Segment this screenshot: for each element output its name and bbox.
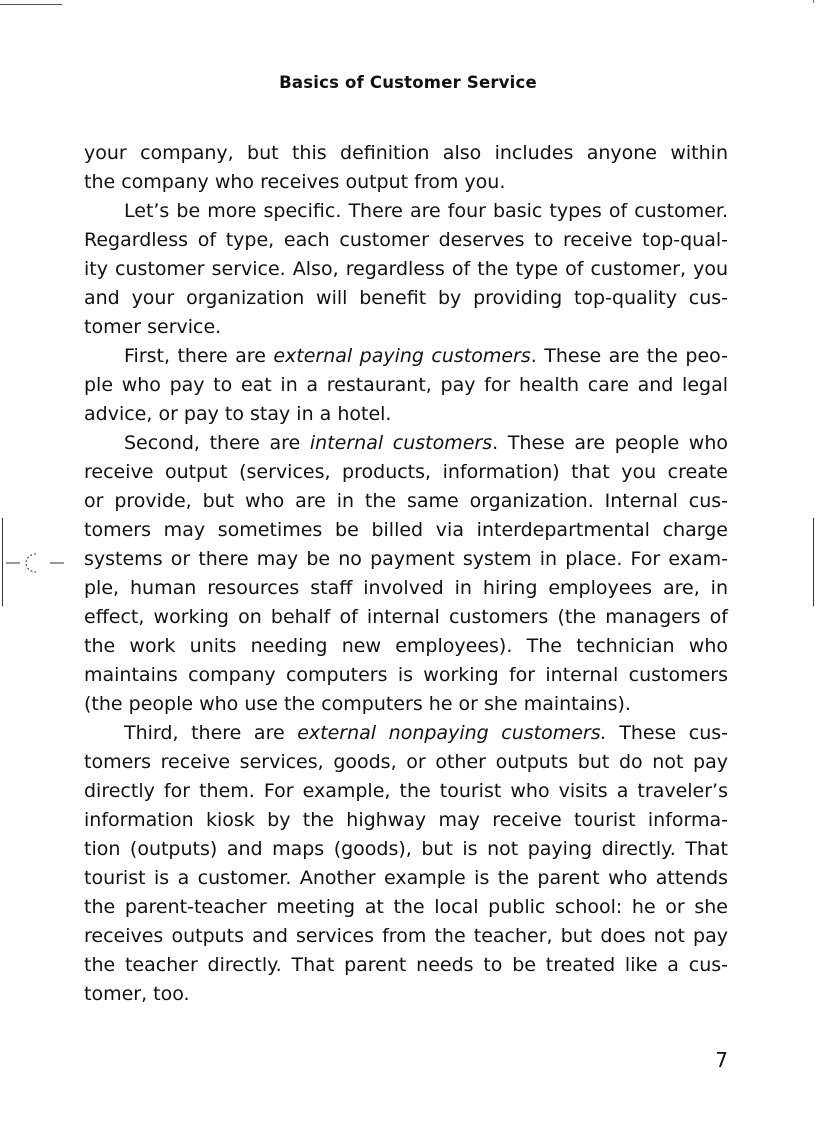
text-line: maintains company computers is working for internal customers bbox=[84, 664, 728, 686]
text-line: the company who receives output from you. bbox=[84, 171, 506, 193]
paragraph-2 bbox=[84, 197, 728, 342]
text-line: the parent-teacher meeting at the local public school: he or she bbox=[84, 896, 728, 918]
text-line: directly for them. For example, the tourist who visits a traveler’s bbox=[84, 780, 728, 802]
text-line: the work units needing new employees). The technician who bbox=[84, 635, 728, 657]
text-line bbox=[84, 719, 728, 748]
running-head: Basics of Customer Service bbox=[279, 73, 537, 92]
paragraph-5 bbox=[84, 719, 728, 1009]
text-line bbox=[84, 342, 728, 371]
crop-mark-top-left bbox=[0, 4, 62, 5]
text-line: tomer, too. bbox=[84, 983, 190, 1005]
text-line: Regardless of type, each customer deserves to receive top-qual- bbox=[84, 229, 728, 251]
page-number: 7 bbox=[715, 1048, 728, 1072]
intro-text: First, there are bbox=[124, 345, 274, 367]
text-line: advice, or pay to stay in a hotel. bbox=[84, 403, 392, 425]
crop-rule-left bbox=[2, 518, 3, 606]
text-line: ity customer service. Also, regardless of the type of customer, you bbox=[84, 258, 728, 280]
paragraph-1 bbox=[84, 139, 728, 197]
text-line: tion (outputs) and maps (goods), but is not paying directly. That bbox=[84, 838, 728, 860]
intro-text: Third, there are bbox=[124, 722, 298, 744]
text-line: the teacher directly. That parent needs to be treated like a cus- bbox=[84, 954, 728, 976]
text-line: systems or there may be no payment system in place. For exam- bbox=[84, 548, 728, 570]
text-line: your company, but this definition also includes anyone within bbox=[84, 142, 728, 164]
text-line: tomers receive services, goods, or other outputs but do not pay bbox=[84, 751, 728, 773]
text-line: tourist is a customer. Another example is the parent who attends bbox=[84, 867, 728, 889]
line-continuation: . These are the peo- bbox=[530, 345, 728, 367]
text-line: ple, human resources staff involved in hiring employees are, in bbox=[84, 577, 728, 599]
text-line: effect, working on behalf of internal customers (the managers of bbox=[84, 606, 728, 628]
crop-rule-right bbox=[813, 518, 814, 606]
italic-term: internal customers bbox=[309, 432, 493, 454]
paragraph-3 bbox=[84, 342, 728, 429]
text-line: receive output (services, products, information) that you create bbox=[84, 461, 728, 483]
text-line bbox=[84, 429, 728, 458]
text-line: Let’s be more specific. There are four basic types of customer. bbox=[124, 200, 728, 222]
text-line: ple who pay to eat in a restaurant, pay for health care and legal bbox=[84, 374, 728, 396]
text-line: receives outputs and services from the teacher, but does not pay bbox=[84, 925, 728, 947]
paragraph-4 bbox=[84, 429, 728, 719]
text-line: or provide, but who are in the same organization. Internal cus- bbox=[84, 490, 728, 512]
line-continuation: These cus- bbox=[606, 722, 729, 744]
intro-text: Second, there are bbox=[124, 432, 310, 454]
body-text bbox=[84, 139, 728, 1009]
text-line: (the people who use the computers he or she maintains). bbox=[84, 693, 631, 715]
text-line: information kiosk by the highway may receive tourist informa- bbox=[84, 809, 728, 831]
line-continuation: . These are people who bbox=[492, 432, 728, 454]
registration-mark-icon bbox=[6, 550, 64, 576]
italic-term: external paying customers bbox=[273, 345, 531, 367]
crop-mark-top-right bbox=[813, 0, 814, 3]
text-line: tomer service. bbox=[84, 316, 222, 338]
text-line: and your organization will benefit by providing top-quality cus- bbox=[84, 287, 728, 309]
text-line: tomers may sometimes be billed via interdepartmental charge bbox=[84, 519, 728, 541]
italic-term: external nonpaying customers. bbox=[297, 722, 607, 744]
